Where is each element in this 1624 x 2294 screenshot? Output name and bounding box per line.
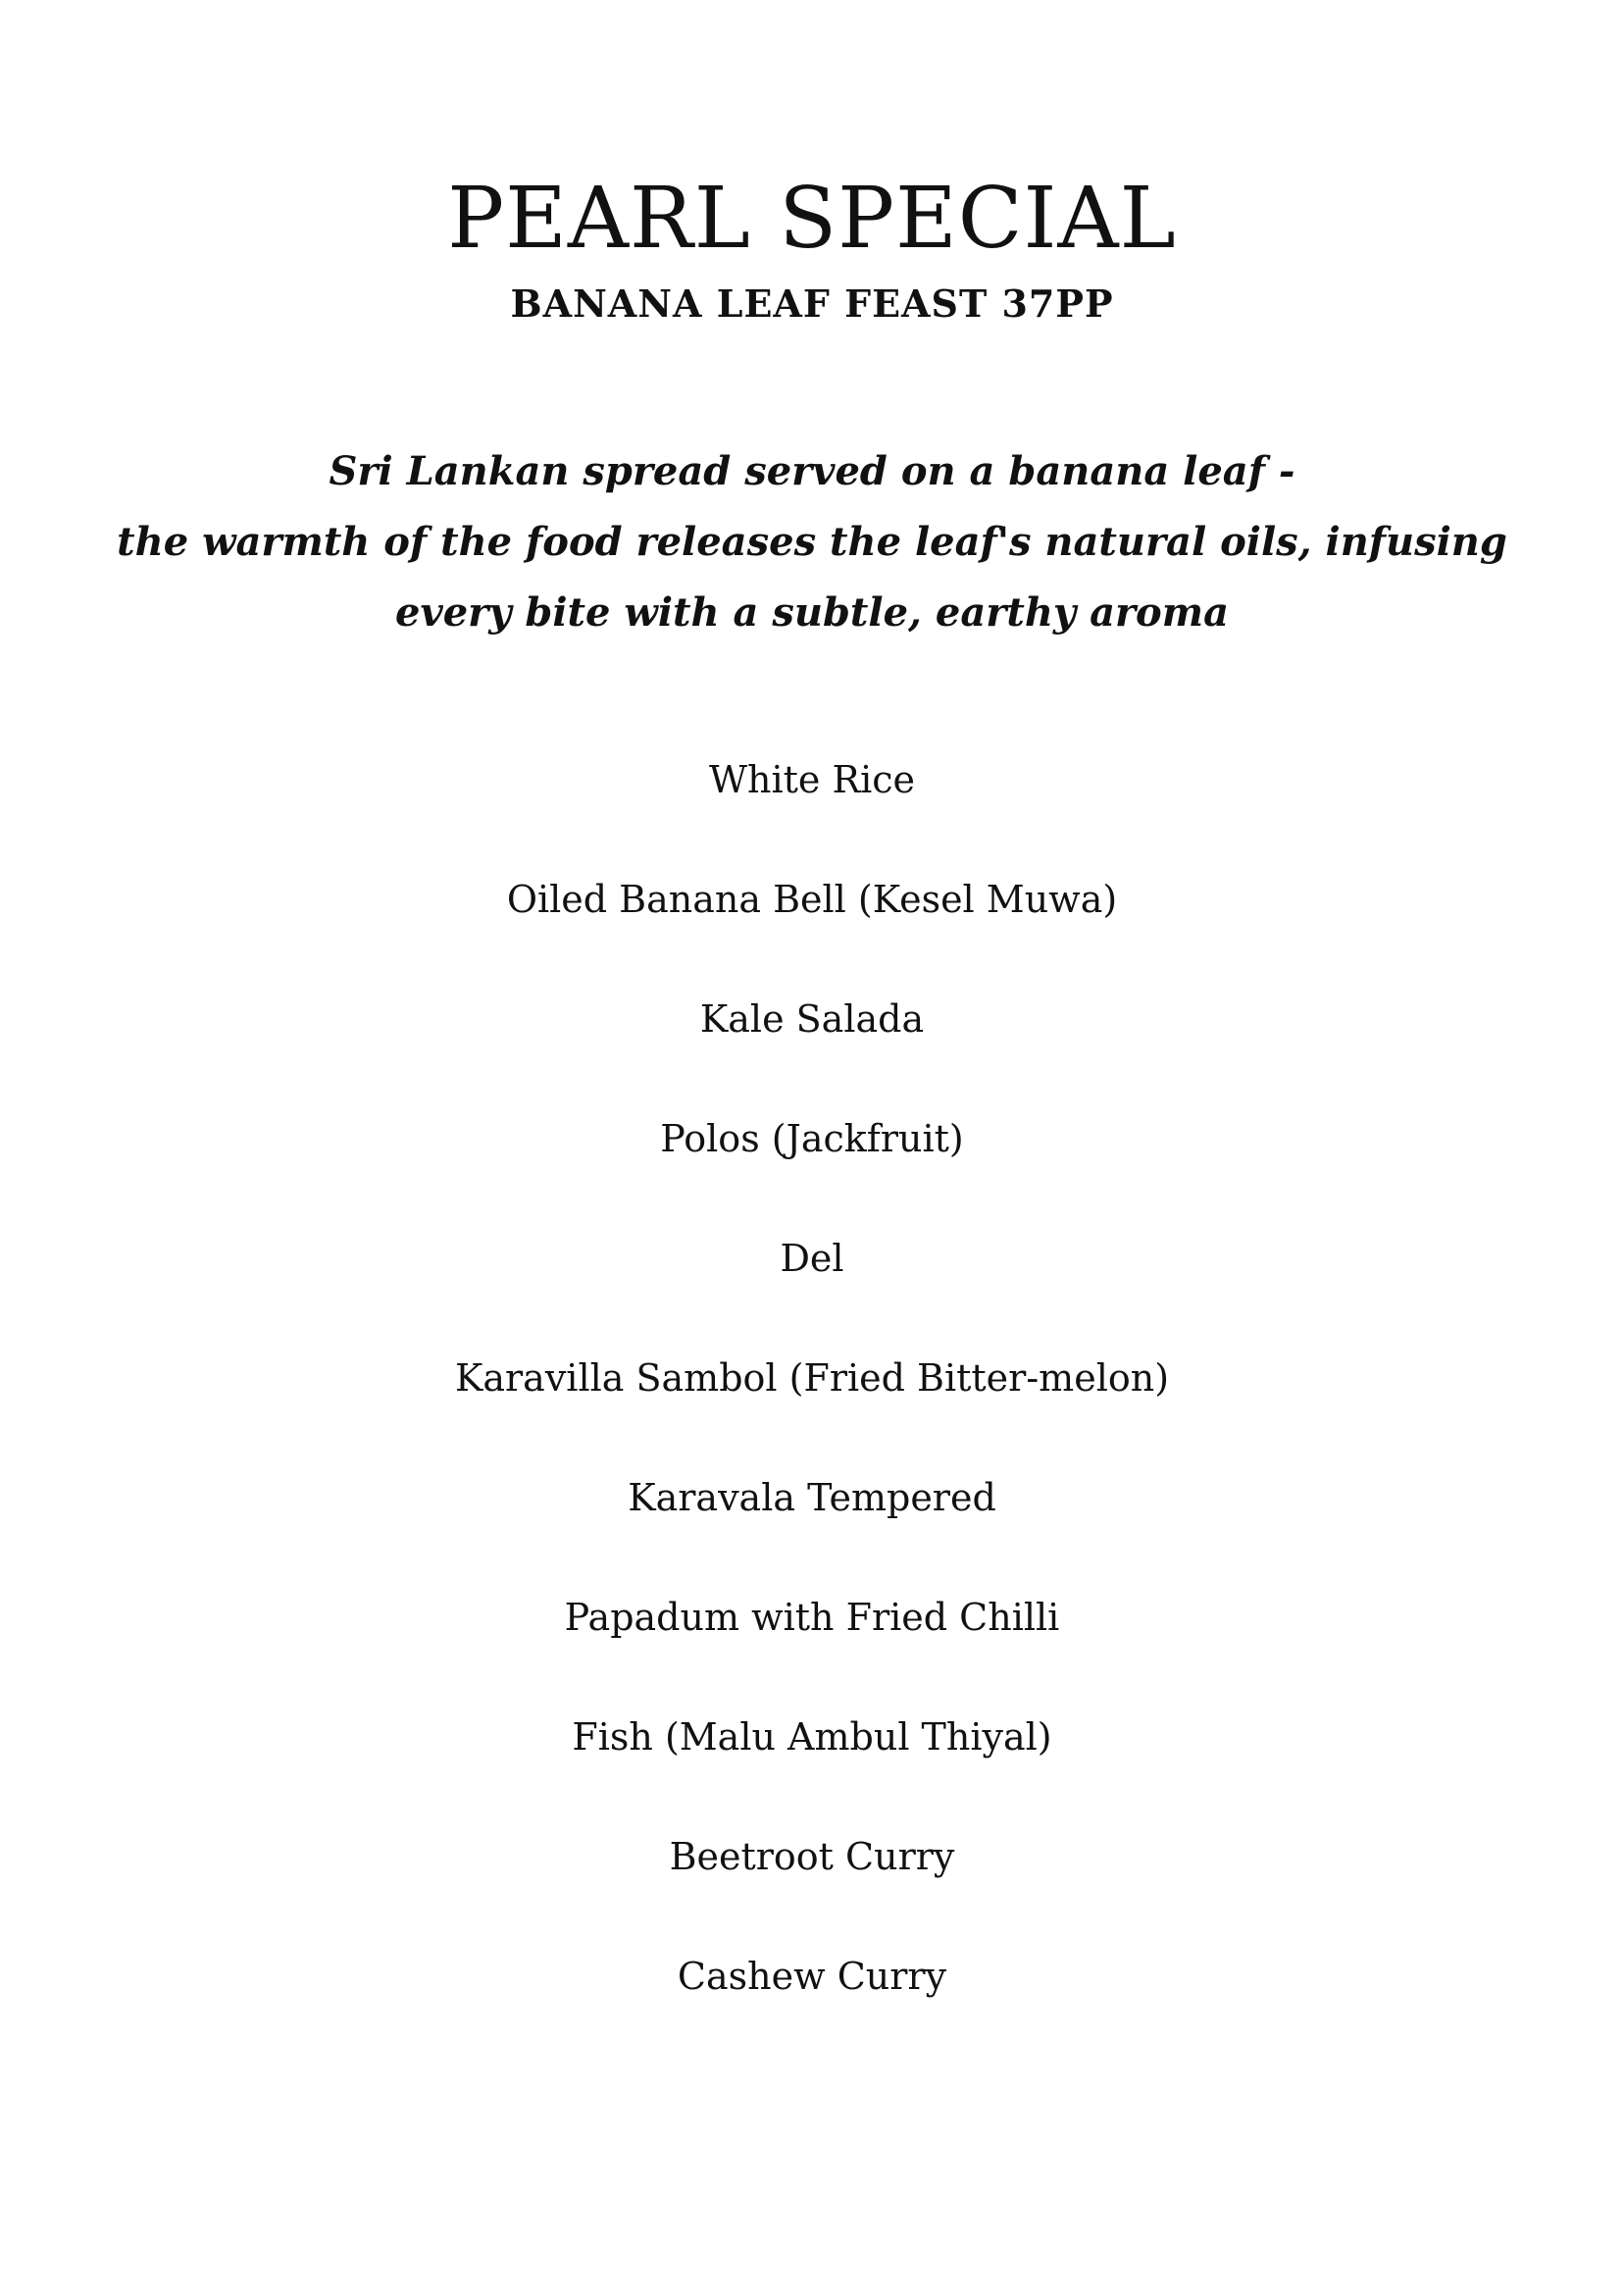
description-line: Sri Lankan spread served on a banana leaf - xyxy=(329,448,1295,494)
menu-item: Oiled Banana Bell (Kesel Muwa) xyxy=(506,878,1118,921)
menu-item: Beetroot Curry xyxy=(669,1835,955,1878)
menu-item: Cashew Curry xyxy=(677,1955,947,1998)
description-line: every bite with a subtle, earthy aroma xyxy=(395,589,1229,636)
description-line: the warmth of the food releases the leaf's natural oils, infusing xyxy=(117,519,1507,565)
menu-list xyxy=(0,747,1624,2064)
menu-item: White Rice xyxy=(708,758,916,801)
menu-item: Papadum with Fried Chilli xyxy=(564,1596,1060,1639)
menu-item: Fish (Malu Ambul Thiyal) xyxy=(572,1715,1052,1759)
feast-subtitle: BANANA LEAF FEAST 37PP xyxy=(510,281,1114,326)
menu-item: Del xyxy=(780,1237,844,1280)
menu-item: Karavilla Sambol (Fried Bitter-melon) xyxy=(454,1356,1170,1400)
page-title: PEARL SPECIAL xyxy=(447,170,1177,268)
menu-item: Polos (Jackfruit) xyxy=(660,1117,964,1160)
menu-item: Kale Salada xyxy=(699,997,925,1041)
menu-item: Karavala Tempered xyxy=(628,1476,996,1519)
feast-description xyxy=(0,436,1624,648)
